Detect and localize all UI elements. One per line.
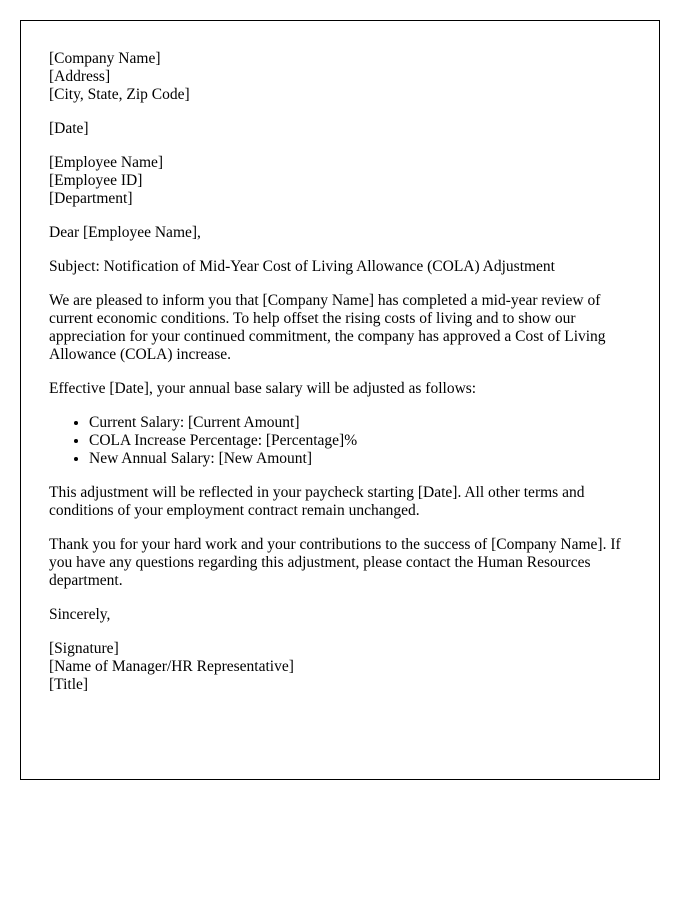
sender-company-name: [Company Name]	[49, 50, 161, 67]
sender-city-state-zip: [City, State, Zip Code]	[49, 86, 190, 103]
list-item-new-salary: • New Annual Salary: [New Amount]	[89, 450, 631, 468]
sender-address-block	[49, 50, 631, 104]
list-item-current-salary: • Current Salary: [Current Amount]	[89, 414, 631, 432]
subject-line: Subject: Notification of Mid-Year Cost of Living Allowance (COLA) Adjustment	[49, 258, 555, 275]
intro-paragraph: We are pleased to inform you that [Company Name] has completed a mid-year review of current economic conditions. To help offset the rising costs of living and to show our appreciation for your continued commitment, the company has approved a Cost of Living Allowance (COLA) increase.	[49, 292, 606, 363]
effective-paragraph: Effective [Date], your annual base salary will be adjusted as follows:	[49, 380, 477, 397]
recipient-department: [Department]	[49, 190, 133, 207]
letter-document	[20, 20, 660, 780]
signer-name: [Name of Manager/HR Representative]	[49, 658, 294, 675]
signature-placeholder: [Signature]	[49, 640, 119, 657]
sender-address: [Address]	[49, 68, 111, 85]
reflection-paragraph: This adjustment will be reflected in your paycheck starting [Date]. All other terms and conditions of your employment contract remain unchanged.	[49, 484, 585, 519]
signature-block	[49, 640, 631, 694]
salutation: Dear [Employee Name],	[49, 224, 201, 241]
recipient-employee-name: [Employee Name]	[49, 154, 164, 171]
recipient-employee-id: [Employee ID]	[49, 172, 143, 189]
thanks-paragraph: Thank you for your hard work and your contributions to the success of [Company Name]. If you have any questions regarding this adjustment, please contact the Human Resources department.	[49, 536, 621, 589]
signer-title: [Title]	[49, 676, 89, 693]
letter-date: [Date]	[49, 120, 89, 137]
adjustment-list	[49, 414, 631, 468]
list-item-cola-percentage: • COLA Increase Percentage: [Percentage]%	[89, 432, 631, 450]
recipient-block	[49, 154, 631, 208]
closing: Sincerely,	[49, 606, 111, 623]
